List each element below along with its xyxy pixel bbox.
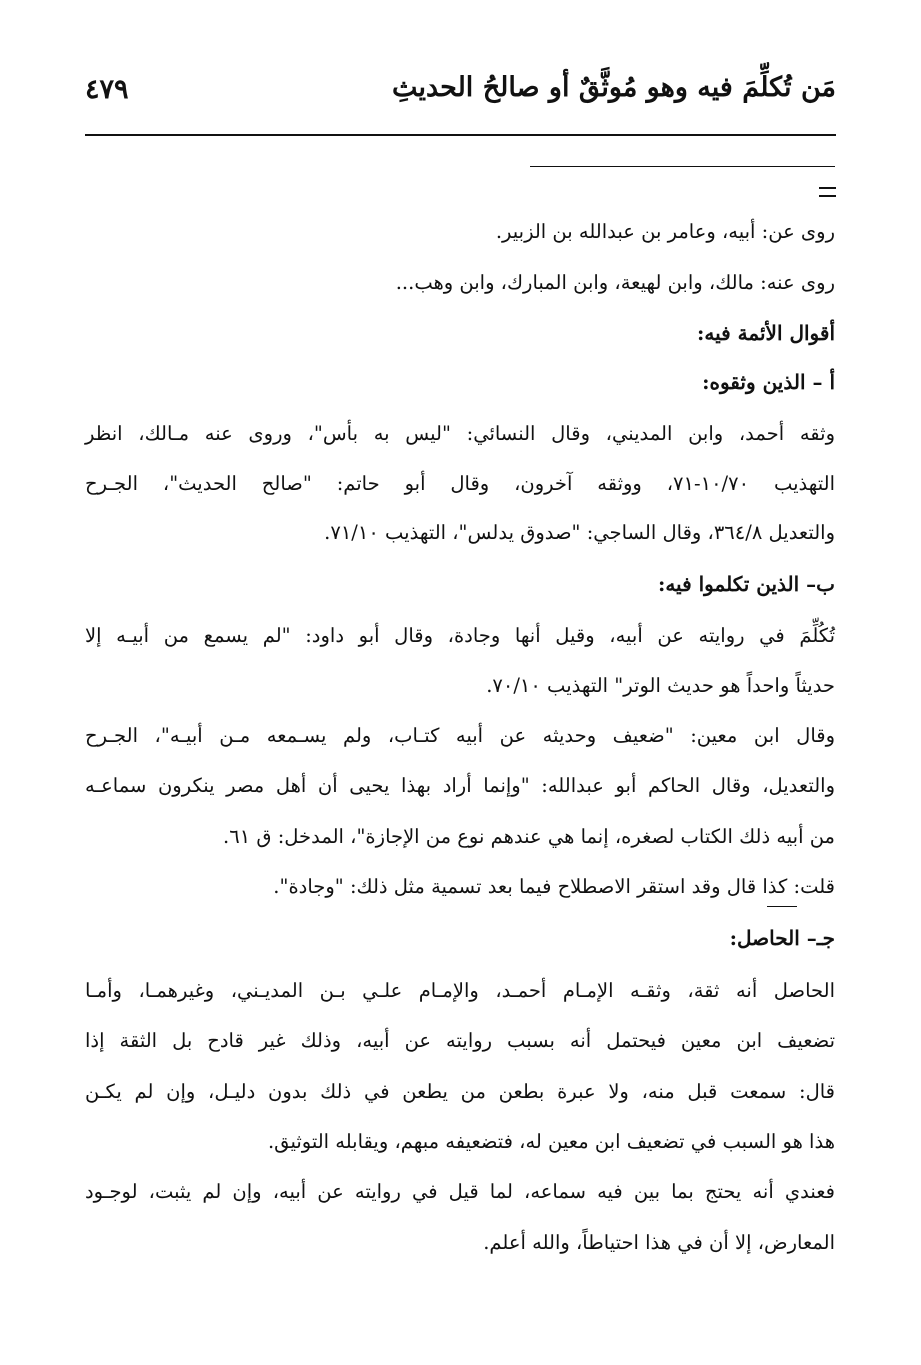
text-line: التهذيب ١٠/٧٠-٧١، ووثقه آخرون، وقال أبو حاتم: "صالح الحديث"، الجـرح: [85, 472, 835, 495]
text-line: وقال ابن معين: "ضعيف وحديثه عن أبيه كتـاب، ولم يسـمعه مـن أبيـه"، الجـرح: [85, 724, 835, 747]
text-line: الحاصل أنه ثقة، وثقـه الإمـام أحمـد، والإمـام علـي بـن المديـني، وغيرهمـا، وأمـا: [85, 979, 835, 1002]
text-line: تُكُلِّمَ في روايته عن أبيه، وقيل أنها وجادة، وقال أبو داود: "لم يسمع من أبيـه إلا: [85, 624, 835, 647]
text-line: هذا هو السبب في تضعيف ابن معين له، فتضعيفه مبهم، ويقابله التوثيق.: [267, 1130, 835, 1153]
underline-mark: [767, 906, 797, 907]
text-line: حديثاً واحداً هو حديث الوتر" التهذيب ٧٠/١٠.: [486, 674, 835, 697]
header-rule: [85, 134, 836, 136]
text-line: من أبيه ذلك الكتاب لصغره، إنما هي عندهم نوع من الإجازة"، المدخل: ق ٦١.: [223, 825, 835, 848]
footnote-separator-rule: [530, 166, 835, 167]
text-line: روى عنه: مالك، وابن لهيعة، وابن المبارك، وابن وهب...: [395, 271, 835, 294]
text-line: روى عن: أبيه، وعامر بن عبدالله بن الزبير.: [495, 220, 835, 243]
section-heading: أقوال الأئمة فيه:: [697, 321, 835, 345]
text-line: وثقه أحمد، وابن المديني، وقال النسائي: "ليس به بأس"، وروى عنه مـالك، انظر: [85, 422, 835, 445]
continuation-mark: [819, 187, 836, 197]
text-line: والتعديل، وقال الحاكم أبو عبدالله: "وإنما أراد بهذا يحيى أن أهل مصر ينكرون سماعـه: [85, 774, 835, 797]
text-line: المعارض، إلا أن في هذا احتياطاً، والله أعلم.: [483, 1231, 835, 1254]
text-line: فعندي أنه يحتج بما بين فيه سماعه، لما قيل في روايته عن أبيه، وإن لم يثبت، لوجـود: [85, 1180, 835, 1203]
text-line: قال: سمعت قبل منه، ولا عبرة بطعن من يطعن في ذلك بدون دليـل، وإن لم يكـن: [85, 1080, 835, 1103]
text-line: والتعديل ٣٦٤/٨، وقال الساجي: "صدوق يدلس"، التهذيب ٧١/١٠.: [324, 521, 835, 544]
running-title: مَن تُكلِّمَ فيه وهو مُوثَّقٌ أو صالحُ الحديثِ: [391, 72, 836, 103]
subsection-heading: جـ– الحاصل:: [729, 926, 835, 950]
page-number: ٤٧٩: [85, 74, 129, 105]
text-line: قلت: كذا قال وقد استقر الاصطلاح فيما بعد تسمية مثل ذلك: "وجادة".: [273, 875, 835, 898]
subsection-heading: ب– الذين تكلموا فيه:: [657, 572, 835, 596]
text-line: تضعيف ابن معين فيحتمل أنه بسبب روايته عن أبيه، وذلك غير قادح بل الثقة إذا: [85, 1029, 835, 1052]
page-header: [85, 72, 836, 130]
subsection-heading: أ – الذين وثقوه:: [702, 370, 835, 394]
